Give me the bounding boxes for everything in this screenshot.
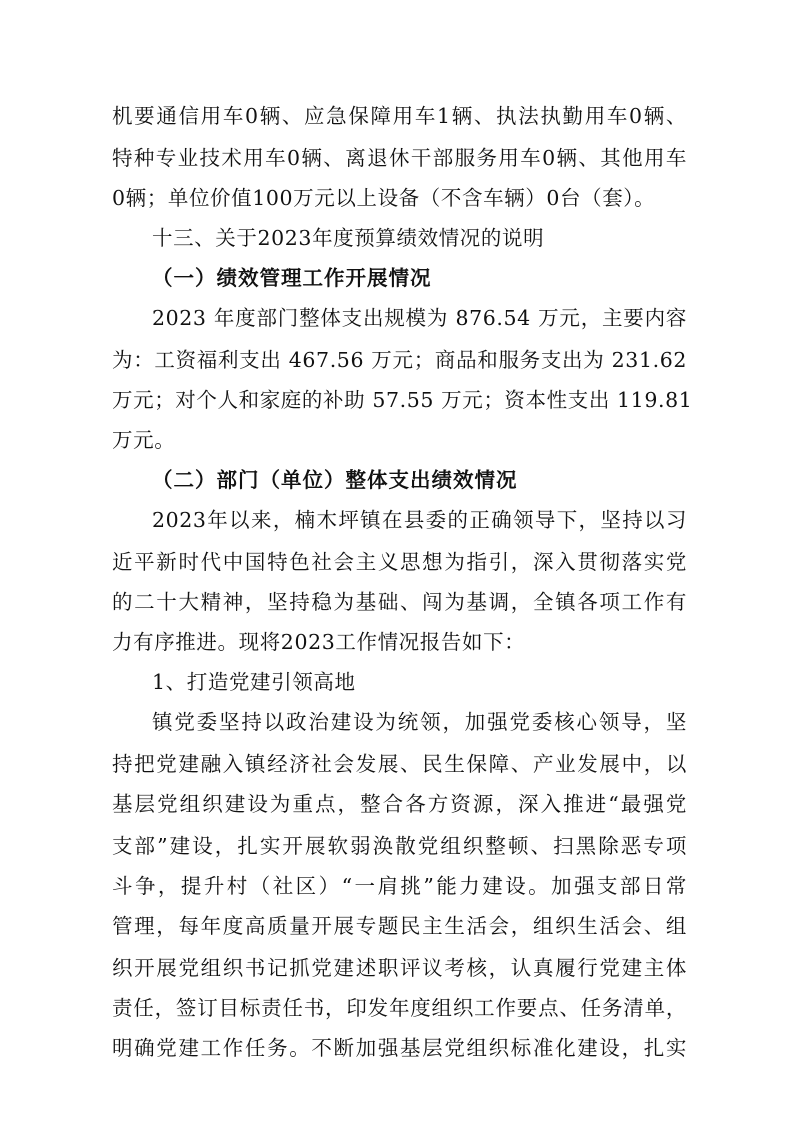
subsection-heading: （二）部门（单位）整体支出绩效情况 [152, 468, 518, 492]
paragraph-line: 机要通信用车0辆、应急保障用车1辆、执法执勤用车0辆、 [112, 104, 687, 128]
paragraph-line: 斗争，提升村（社区）“一肩挑”能力建设。加强支部日常 [112, 874, 687, 898]
paragraph-line: 为：工资福利支出 467.56 万元；商品和服务支出为 231.62 [112, 348, 687, 372]
paragraph-line: 万元；对个人和家庭的补助 57.55 万元；资本性支出 119.81 [112, 388, 693, 412]
paragraph-line: 织开展党组织书记抓党建述职评议考核，认真履行党建主体 [112, 956, 687, 980]
paragraph-line: 0辆；单位价值100万元以上设备（不含车辆）0台（套）。 [112, 186, 656, 210]
paragraph-line: 管理，每年度高质量开展专题民主生活会，组织生活会、组 [112, 914, 687, 938]
paragraph-line: 明确党建工作任务。不断加强基层党组织标准化建设，扎实 [112, 1036, 687, 1060]
paragraph-line: 2023年以来，楠木坪镇在县委的正确领导下，坚持以习 [152, 508, 687, 532]
paragraph-line: 2023 年度部门整体支出规模为 876.54 万元，主要内容 [152, 306, 687, 330]
paragraph-line: 近平新时代中国特色社会主义思想为指引，深入贯彻落实党 [112, 550, 687, 574]
section-heading: 十三、关于2023年度预算绩效情况的说明 [152, 226, 545, 250]
paragraph-line: 万元。 [112, 428, 176, 452]
paragraph-line: 力有序推进。现将2023工作情况报告如下： [112, 630, 526, 654]
paragraph-line: 的二十大精神，坚持稳为基础、闯为基调，全镇各项工作有 [112, 590, 687, 614]
list-item-heading: 1、打造党建引领高地 [152, 670, 356, 694]
paragraph-line: 持把党建融入镇经济社会发展、民生保障、产业发展中，以 [112, 752, 687, 776]
paragraph-line: 责任，签订目标责任书，印发年度组织工作要点、任务清单， [112, 996, 687, 1020]
paragraph-line: 基层党组织建设为重点，整合各方资源，深入推进“最强党 [112, 792, 687, 816]
paragraph-line: 镇党委坚持以政治建设为统领，加强党委核心领导，坚 [152, 710, 687, 734]
paragraph-line: 支部”建设，扎实开展软弱涣散党组织整顿、扫黑除恶专项 [112, 834, 687, 858]
paragraph-line: 特种专业技术用车0辆、离退休干部服务用车0辆、其他用车 [112, 146, 687, 170]
subsection-heading: （一）绩效管理工作开展情况 [152, 266, 432, 290]
